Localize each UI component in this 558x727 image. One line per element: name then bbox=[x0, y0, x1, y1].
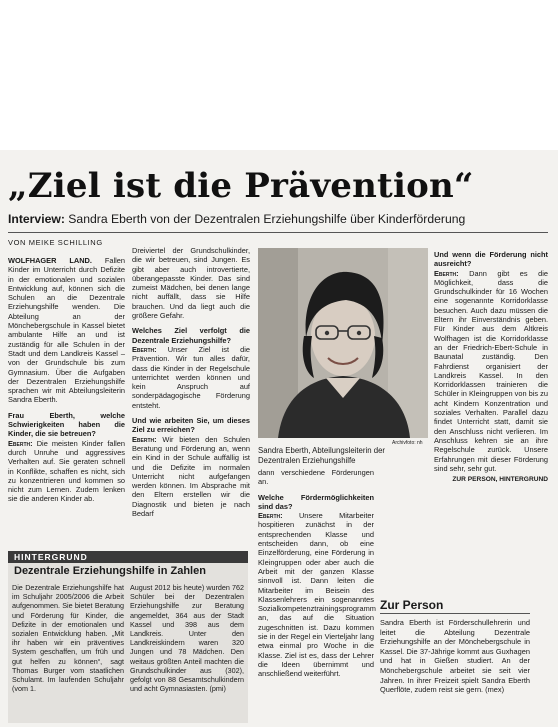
paragraph: Dreiviertel der Grundschulkinder, die wir betreuen, sind Jungen. Es gibt aber auch introvertierte, überangepasste Kinder. Das sind zumeist Mädchen, bei denen lange nicht auffällt, dass sie Hilfe brauchen. Und da liegt auch die größere Gefahr. bbox=[132, 246, 250, 321]
question-5: Und wenn die Förderung nicht ausreicht? bbox=[434, 250, 548, 269]
person-text: Sandra Eberth ist Förderschullehrerin und leitet die Abteilung Dezentrale Erziehungshilfe an der Mönchebergschule in Kassel. Die 37-Jährige kommt aus Guxhagen und hat in Gießen studiert. An der Mönchebergschule arbeitet sie seit vier Jahren. In ihrer Freizeit spielt Sandra Eberth Querflöte, zudem reist sie gern. (mex) bbox=[380, 618, 530, 695]
question-1: Frau Eberth, welche Schwierigkeiten haben die Kinder, die sie betreuen? bbox=[8, 410, 125, 439]
speaker-label: Eberth: bbox=[258, 511, 283, 521]
answer-3: Eberth: Wir bieten den Schulen Beratung und Förderung an, wenn ein Kind in der Schule auffällig ist und die Defizite im normalen Unterricht nicht aufgefangen werden können. Im Absprache mit den Eltern erstellen wir die Diagnostik und bieten je nach Bedarf bbox=[132, 434, 250, 519]
intro-paragraph: WOLFHAGER LAND. Fallen Kinder im Unterricht durch Defizite in der emotionalen und sozialen Entwicklung auf, können sich die Schulen an die Dezentrale Erziehungshilfe wenden. Die Abteilung an der Mönchebergschule in Kassel bietet ambulante Hilfe an und ist zuständig für alle Schulen in der Stadt und dem Landkreis Kassel – von der Grundschule bis zum Gymnasium. Über die Aufgaben der Dezentralen Erziehungshilfe sprachen wir mit Abteilungsleiterin Sandra Eberth. bbox=[8, 256, 125, 405]
article-column-1 bbox=[8, 256, 125, 504]
article-column-2 bbox=[132, 246, 250, 518]
article-subline bbox=[8, 212, 548, 227]
byline: VON MEIKE SCHILLING bbox=[8, 238, 103, 247]
speaker-label: Eberth: bbox=[132, 434, 157, 444]
box-label: HINTERGRUND bbox=[8, 551, 248, 563]
dateline: WOLFHAGER LAND. bbox=[8, 256, 92, 265]
speaker-label: Eberth: bbox=[434, 268, 459, 278]
person-divider bbox=[380, 613, 530, 614]
question-4: Welche Fördermöglichkeiten sind das? bbox=[258, 492, 374, 511]
box-title: Dezentrale Erziehungshilfe in Zahlen bbox=[14, 565, 206, 577]
answer-4: Eberth: Unsere Mitarbeiter hospitieren zunächst in der entsprechenden Klasse und entscheiden dann, ob eine Einzelförderung, eine Förderung in Kleingruppen oder aber auch die Arbeit mit der ganzen Klasse sinnvoll ist. Dann leiten die Mitarbeiter im Beisein des Klassenlehrers ein sogenanntes Sozialkompetenztrainingsprogramm an, das auf die Situation zugeschnitten ist. Dazu kommen sie in der Regel ein Vierteljahr lang etwa einmal pro Woche in die Klasse. Ziel ist es, dass der Lehrer die Ideen übernimmt und anschließend weiterführt. bbox=[258, 511, 376, 679]
headline-divider bbox=[8, 232, 548, 233]
portrait-illustration bbox=[258, 248, 428, 438]
reference-note: ZUR PERSON, HINTERGRUND bbox=[452, 476, 548, 484]
portrait-photo bbox=[258, 248, 428, 438]
article-headline: „Ziel ist die Prävention“ bbox=[8, 166, 474, 206]
article-column-3 bbox=[258, 468, 374, 679]
subline-text: Sandra Eberth von der Dezentralen Erziehungshilfe über Kinderförderung bbox=[68, 212, 466, 226]
box-text-left: Die Dezentrale Erziehungshilfe hat im Schuljahr 2005/2006 die Arbeit aufgenommen. Sie bietet Beratung und Förderung für Kinder, die Defizite in der emotionalen und sozialen Entwicklung haben. „Mit ihr haben wir ein präventives System geschaffen, um früh und gut helfen zu können“, sagt Thomas Burger vom staatlichen Schulamt. Im laufenden Schuljahr (vom 1. bbox=[12, 583, 124, 694]
answer-1: Eberth: Die meisten Kinder fallen durch Unruhe und aggressives Verhalten auf. Sie geraten schnell in Konflikte, schaffen es nicht, sich zu konzentrieren und kommen so nicht zum Lernen. Zudem lenken sie die anderen Kinder ab. bbox=[8, 438, 125, 504]
answer-2: Eberth: Unser Ziel ist die Prävention. Wir tun alles dafür, dass die Kinder in der Regelschule unterrichtet werden können und kein Anspruch auf sonderpädagogische Förderung entsteht. bbox=[132, 344, 250, 410]
photo-caption: Sandra Eberth, Abteilungsleiterin der Dezentralen Erziehungshilfe bbox=[258, 446, 385, 465]
box-text-right: August 2012 bis heute) wurden 762 Schüler bei der Dezentralen Erziehungshilfe zur Beratung angemeldet, 364 aus der Stadt Kassel und 398 aus dem Landkreis. Unter den Landkreiskindern waren 320 Jungen und 78 Mädchen. Den weitaus größten Anteil machten die Grundschulkinder aus (302), gefolgt von 88 Gesamtschulkindern und acht Gymnasiasten. (pmi) bbox=[130, 583, 244, 694]
speaker-label: Eberth: bbox=[132, 344, 157, 354]
subline-label: Interview: bbox=[8, 212, 65, 226]
answer-5: Eberth: Dann gibt es die Möglichkeit, dass die Grundschulkinder für 16 Wochen eine sogenannte Korridorklasse besuchen. Auch dazu müssen die Eltern ihr Einverständnis geben. Für Kinder aus dem Altkreis Wolfhagen ist die Korridorklasse an der Friedrich-Ebert-Schule in Baunatal zuständig. Den Fahrdienst organisiert der Landkreis Kassel. In den Korridorklassen trainieren die Schüler in Kleingruppen von bis zu acht Kindern Konzentration und soziales Verhalten. Parallel dazu findet Unterricht statt, damit sie den Anschluss nicht verlieren. Im Anschluss kehren sie an ihre Regelschule zurück. Unsere Erfahrungen mit dieser Förderung sind sehr, sehr gut. bbox=[434, 268, 548, 473]
photo-credit: Archivfoto: nh bbox=[392, 440, 423, 446]
question-3: Und wie arbeiten Sie, um dieses Ziel zu erreichen? bbox=[132, 416, 250, 435]
article-column-4 bbox=[434, 250, 548, 484]
question-2: Welches Ziel verfolgt die Dezentrale Erziehungshilfe? bbox=[132, 326, 250, 345]
paragraph: dann verschiedene Förderungen an. bbox=[258, 468, 374, 487]
speaker-label: Eberth: bbox=[8, 438, 33, 448]
person-heading: Zur Person bbox=[380, 598, 444, 612]
